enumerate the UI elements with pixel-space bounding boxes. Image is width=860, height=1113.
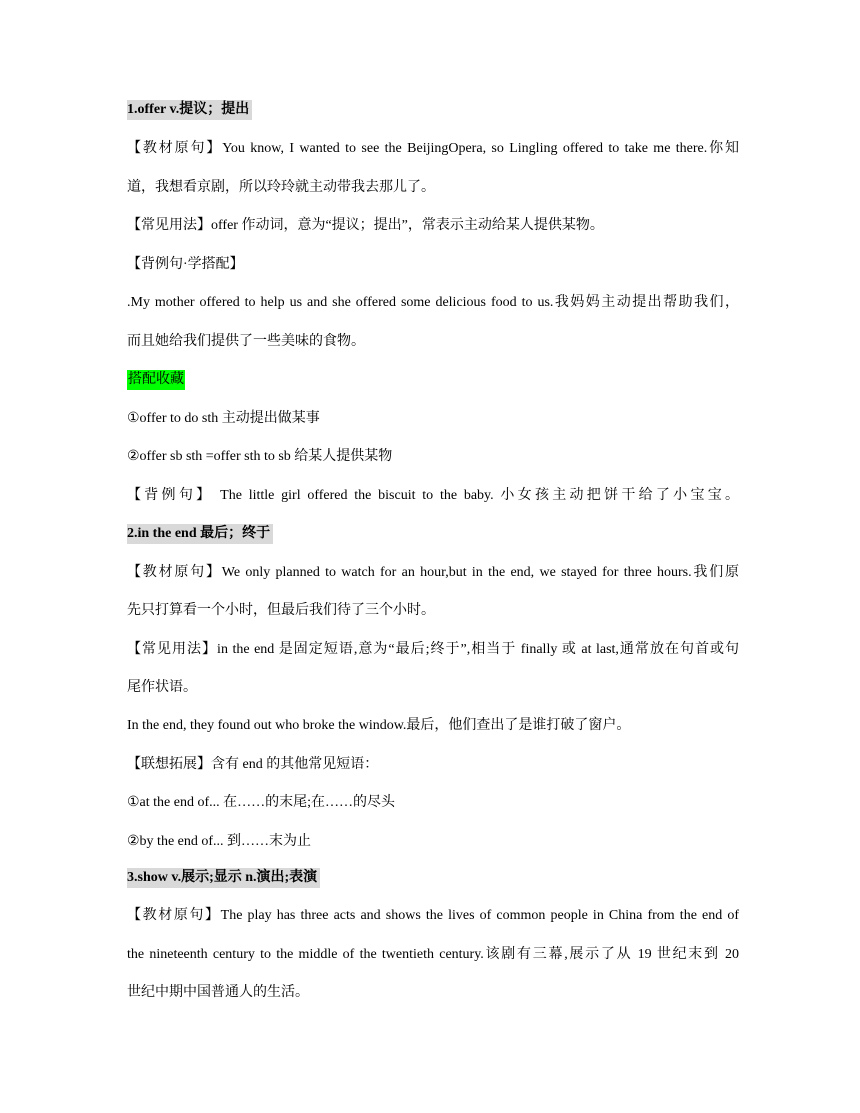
section-2-extension-title: 【联想拓展】含有 end 的其他常见短语： (127, 757, 379, 772)
section-2-phrase-2: ②by the end of... 到……末为止 (127, 834, 312, 849)
section-1-textbook-line-2: 道，我想看京剧，所以玲玲就主动带我去那儿了。 (127, 180, 435, 195)
section-1-collocation-1: ①offer to do sth 主动提出做某事 (127, 411, 320, 426)
section-3-heading: 3.show v.展示;显示 n.演出;表演 (127, 868, 320, 888)
section-1-collocation-2: ②offer sb sth =offer sth to sb 给某人提供某物 (127, 449, 393, 464)
section-2-textbook-line-2: 先只打算看一个小时，但最后我们待了三个小时。 (127, 603, 435, 618)
section-2-phrase-1: ①at the end of... 在……的末尾;在……的尽头 (127, 795, 396, 810)
section-1-collection-line (127, 370, 739, 390)
section-2-heading-line (127, 524, 739, 544)
section-3-textbook-line-3: 世纪中期中国普通人的生活。 (127, 985, 309, 1000)
section-2-example: In the end, they found out who broke the window.最后，他们查出了是谁打破了窗户。 (127, 718, 631, 733)
section-2-heading: 2.in the end 最后；终于 (127, 524, 273, 544)
section-1-textbook-line-1: 【教材原句】You know, I wanted to see the BeijingOpera, so Lingling offered to take me there.你知 (127, 141, 739, 156)
section-2-usage-line-2: 尾作状语。 (127, 680, 197, 695)
section-1-usage: 【常见用法】offer 作动词，意为“提议；提出”，常表示主动给某人提供某物。 (127, 218, 604, 233)
section-2-textbook-line-1: 【教材原句】We only planned to watch for an hour,but in the end, we stayed for three hours.我们原 (127, 565, 739, 580)
section-1-example-title: 【背例句·学搭配】 (127, 257, 244, 272)
section-1-example-line-1: .My mother offered to help us and she offered some delicious food to us.我妈妈主动提出帮助我们， (127, 295, 739, 310)
section-1-example-line-2: 而且她给我们提供了一些美味的食物。 (127, 334, 365, 349)
section-3-heading-line (127, 868, 739, 888)
section-3-textbook-line-2: the nineteenth century to the middle of the twentieth century.该剧有三幕,展示了从 19 世纪末到 20 (127, 947, 739, 962)
section-1-memorize: 【背例句】 The little girl offered the biscuit to the baby. 小女孩主动把饼干给了小宝宝。 (127, 488, 739, 503)
collection-label: 搭配收藏 (127, 370, 185, 390)
section-3-textbook-line-1: 【教材原句】The play has three acts and shows the lives of common people in China from the end of (127, 908, 739, 923)
section-1-heading: 1.offer v.提议；提出 (127, 100, 252, 120)
section-1-heading-line (127, 100, 739, 120)
section-2-usage-line-1: 【常见用法】in the end 是固定短语,意为“最后;终于”,相当于 finally 或 at last,通常放在句首或句 (127, 642, 739, 657)
